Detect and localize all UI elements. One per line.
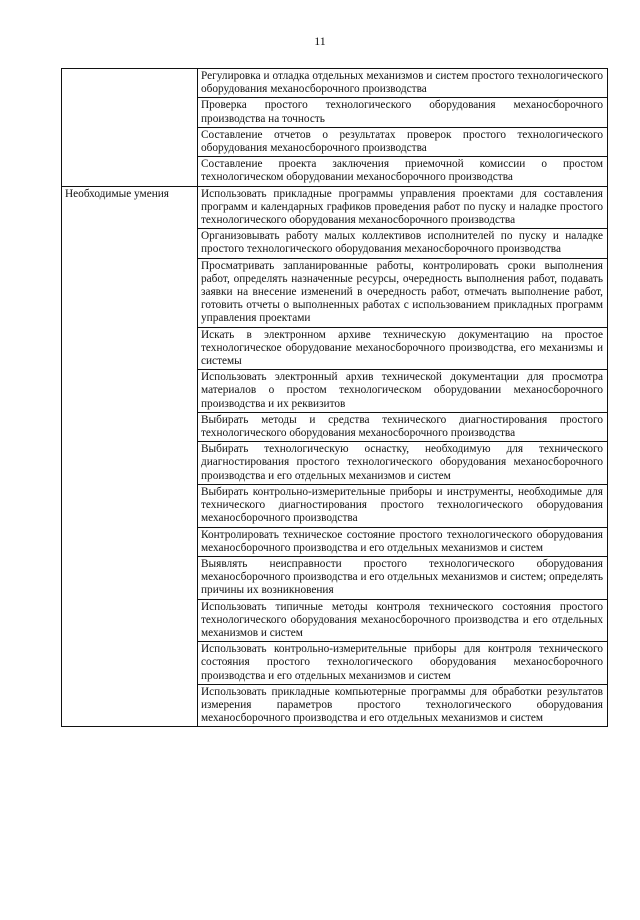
list-item: Контролировать техническое состояние простого технологического оборудования механосборочного производства и его отдельных механизмов и систем xyxy=(198,527,608,556)
section-label: Необходимые умения xyxy=(62,186,198,727)
list-item: Выявлять неисправности простого технологического оборудования механосборочного производства и его отдельных механизмов и систем; определять причины их возникновения xyxy=(198,556,608,599)
list-item: Использовать электронный архив технической документации для просмотра материалов о простом технологическом оборудовании механосборочного производства и их реквизитов xyxy=(198,370,608,413)
list-item: Проверка простого технологического оборудования механосборочного производства на точность xyxy=(198,98,608,127)
list-item: Искать в электронном архиве техническую документацию на простое технологическое оборудование механосборочного производства, его механизмы и системы xyxy=(198,327,608,370)
list-item: Использовать типичные методы контроля технического состояния простого технологического оборудования механосборочного производства и его отдельных механизмов и систем xyxy=(198,599,608,642)
list-item: Регулировка и отладка отдельных механизмов и систем простого технологического оборудования механосборочного производства xyxy=(198,69,608,98)
list-item: Использовать прикладные компьютерные программы для обработки результатов измерения параметров простого технологического оборудования механосборочного производства и его отдельных механизмов и систем xyxy=(198,684,608,727)
list-item: Составление отчетов о результатах проверок простого технологического оборудования механосборочного производства xyxy=(198,127,608,156)
list-item: Просматривать запланированные работы, контролировать сроки выполнения работ, определять назначенные ресурсы, очередность выполнения работ, подавать заявки на внесение изменений в очередность работ, отмечать выполнение работ, готовить отчеты о выполненных работах с использованием прикладных программ управления проектами xyxy=(198,258,608,327)
empty-label-cell xyxy=(62,69,198,187)
list-item: Выбирать контрольно-измерительные приборы и инструменты, необходимые для технического диагностирования простого технологического оборудования механосборочного производства xyxy=(198,484,608,527)
list-item: Выбирать методы и средства технического диагностирования простого технологического оборудования механосборочного производства xyxy=(198,412,608,441)
requirements-table xyxy=(61,68,608,727)
page-number: 11 xyxy=(314,34,326,48)
list-item: Использовать контрольно-измерительные приборы для контроля технического состояния простого технологического оборудования механосборочного производства и его отдельных механизмов и систем xyxy=(198,642,608,685)
table-row xyxy=(62,186,608,229)
table-row xyxy=(62,69,608,98)
list-item: Организовывать работу малых коллективов исполнителей по пуску и наладке простого технологического оборудования механосборочного производства xyxy=(198,229,608,258)
list-item: Составление проекта заключения приемочной комиссии о простом технологическом оборудовании механосборочного производства xyxy=(198,157,608,186)
list-item: Использовать прикладные программы управления проектами для составления программ и календарных графиков проведения работ по пуску и наладке простого технологического оборудования механосборочного производства xyxy=(198,186,608,229)
list-item: Выбирать технологическую оснастку, необходимую для технического диагностирования простого технологического оборудования механосборочного производства и его отдельных механизмов и систем xyxy=(198,442,608,485)
